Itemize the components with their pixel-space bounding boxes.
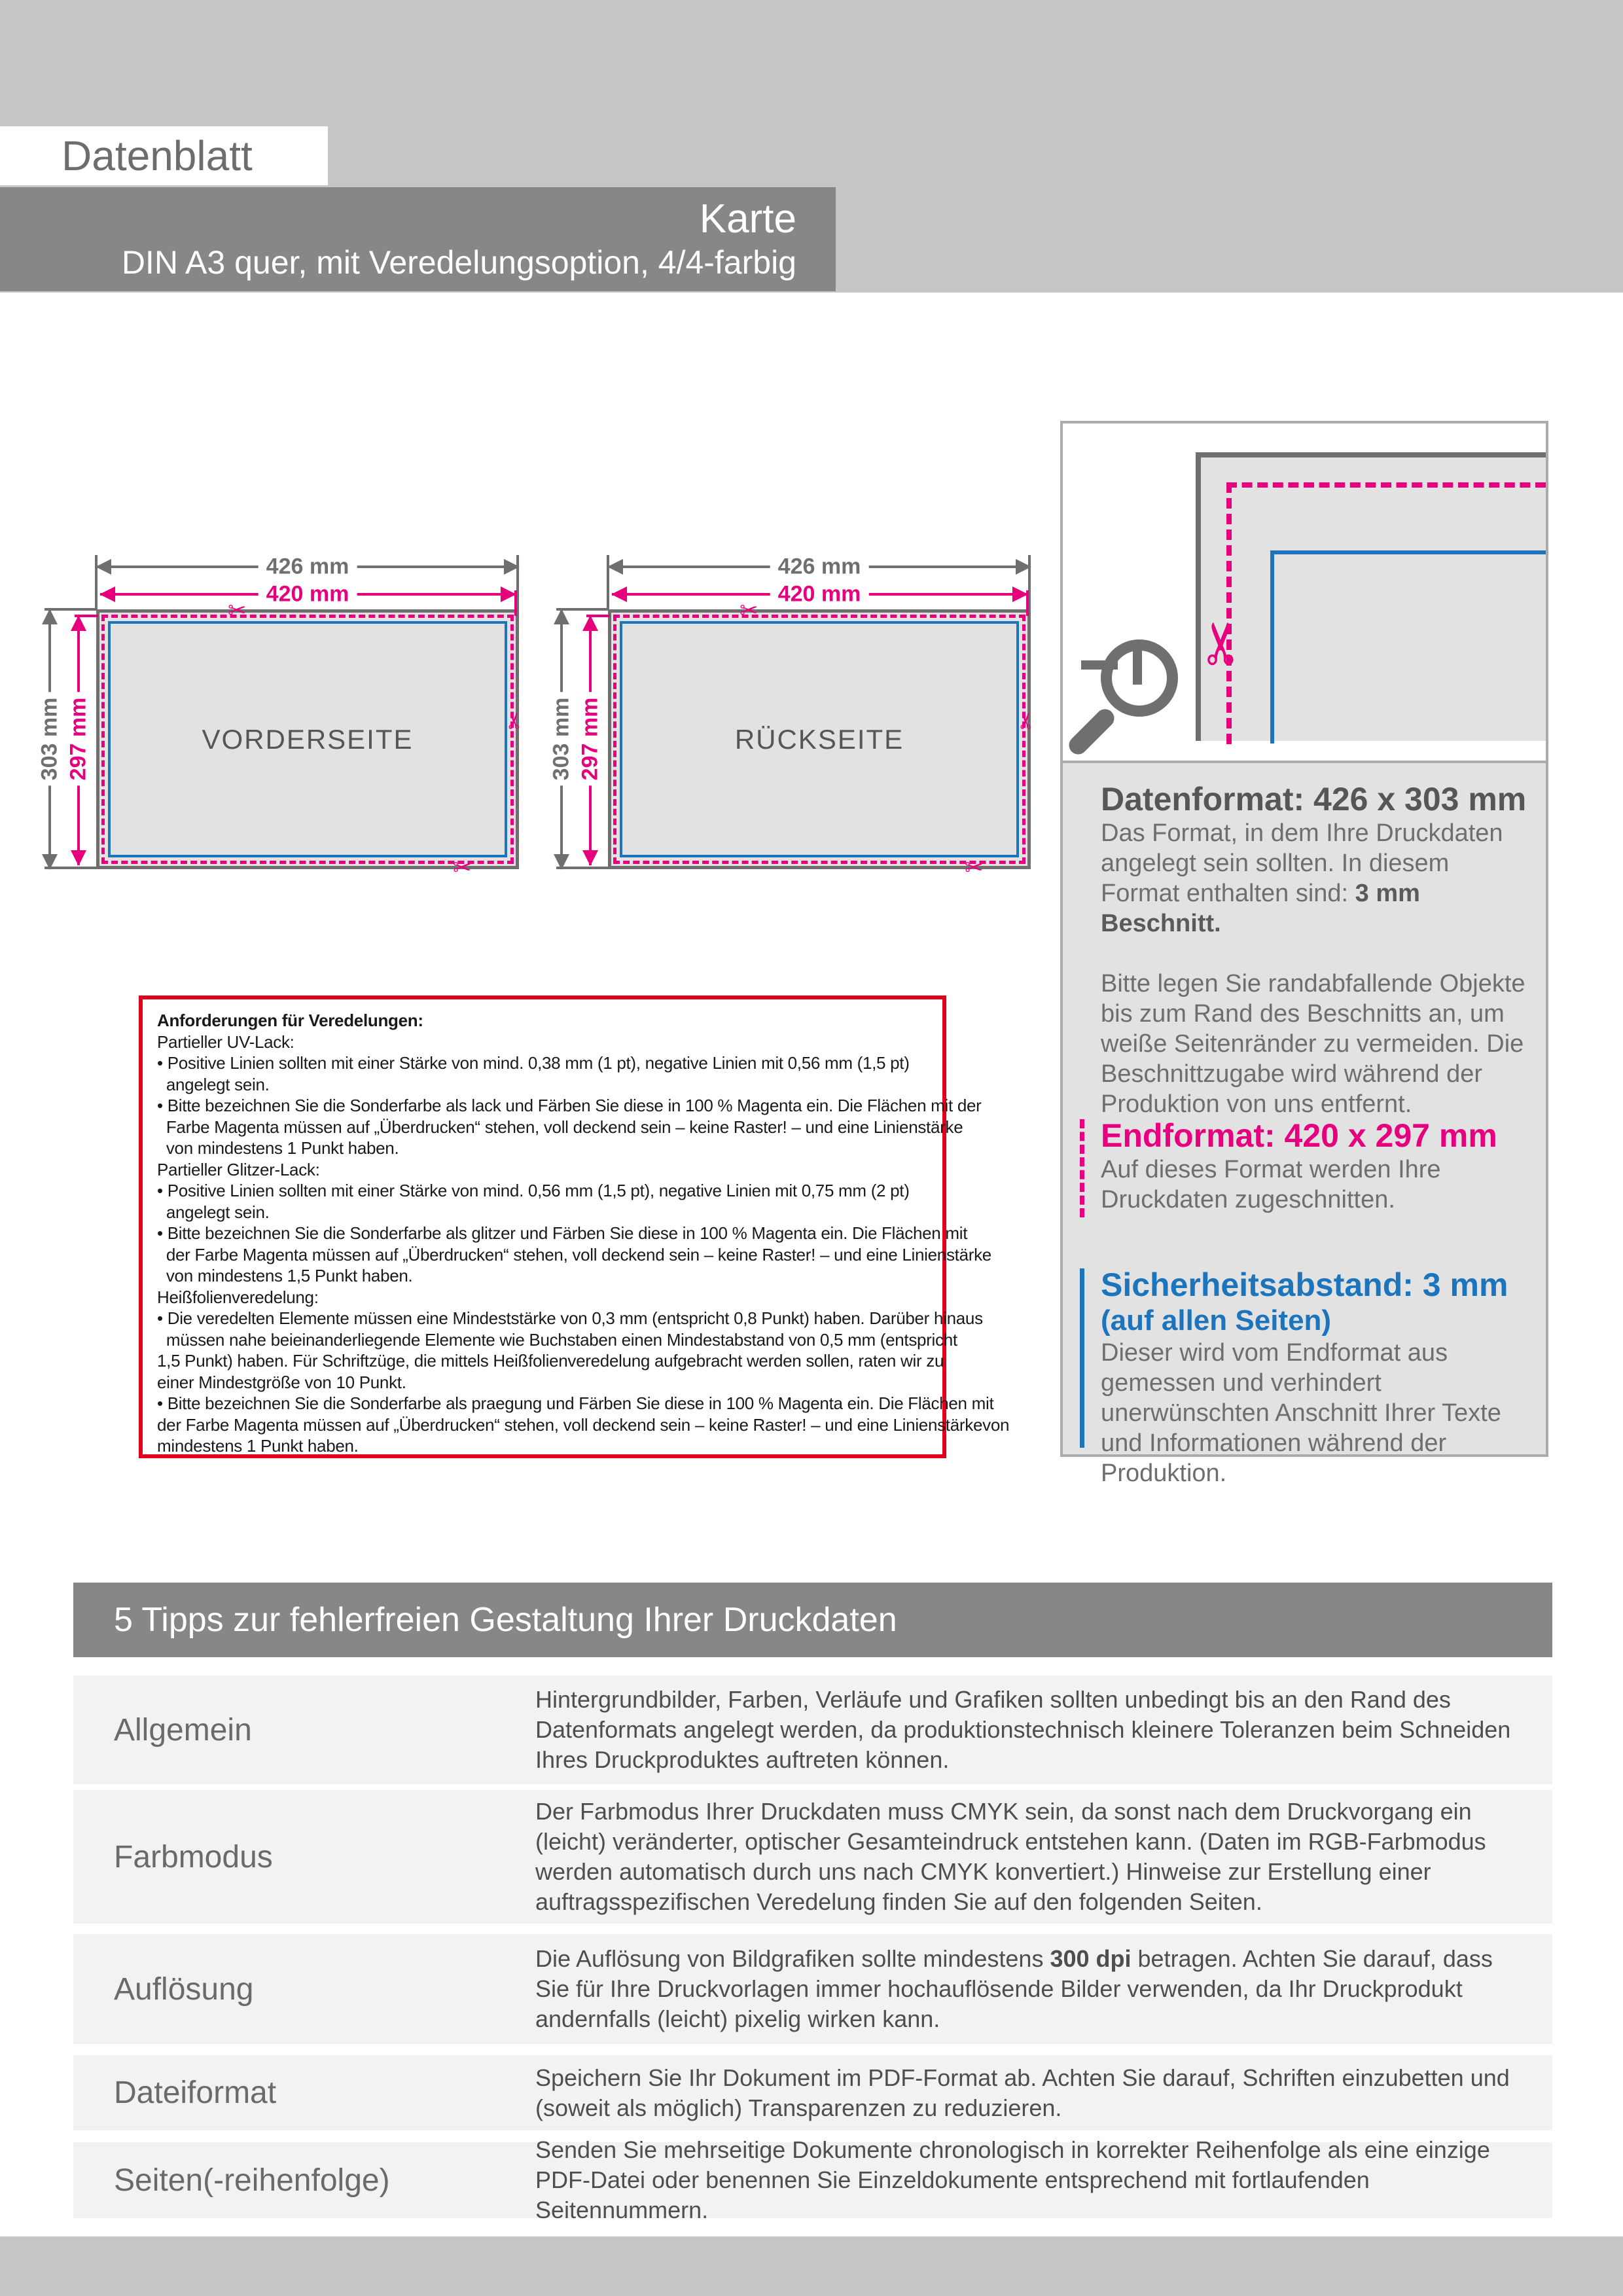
finishing-requirements-box <box>139 996 1010 1458</box>
zoom-plus-icon <box>1081 660 1118 670</box>
extension-line <box>45 608 96 611</box>
extension-line <box>75 615 98 617</box>
datenformat-body <box>1101 818 1533 939</box>
scissors-icon: ✂ <box>228 598 247 623</box>
tip-body: Speichern Sie Ihr Dokument im PDF-Format ab. Achten Sie darauf, Schriften einzubetten und (soweit als möglich) Transparenzen zu reduzieren. <box>535 2064 1510 2121</box>
product-name: Karte <box>699 196 796 242</box>
tip-body: Senden Sie mehrseitige Dokumente chronologisch in korrekter Reihenfolge als eine einzige PDF-Datei oder benennen Sie Einzeldokumente entsprechend mit fortlaufenden Seitennummern. <box>535 2136 1490 2223</box>
tip-body-text: betragen. Achten Sie darauf, dass Sie für Ihre Druckvorlagen immer hochauflösende Bilder verwenden, da Ihr Druckprodukt andernfalls (leicht) pixelig wirken kann. <box>535 1945 1493 2032</box>
footer-background <box>0 2236 1623 2296</box>
back-width-trim-label: 420 mm <box>770 581 869 609</box>
endformat-body: Auf dieses Format werden Ihre Druckdaten zugeschnitten. <box>1101 1156 1441 1213</box>
requirements-line: • Die veredelten Elemente müssen eine Mindeststärke von 0,3 mm (entspricht 0,8 Punkt) haben. Darüber hinaus <box>157 1308 983 1328</box>
sicherheitsabstand-subtitle: (auf allen Seiten) <box>1101 1304 1332 1336</box>
page-title-box <box>0 126 328 185</box>
requirements-line: Partieller UV-Lack: <box>157 1031 294 1052</box>
scissors-icon: ✂ <box>740 598 758 623</box>
datenformat-body-2: Bitte legen Sie randabfallende Objekte bis zum Rand des Beschnitts an, um weiße Seitenränder zu vermeiden. Die Beschnittzugabe wird während der Produktion von uns entfernt. <box>1101 970 1525 1118</box>
requirements-line: einer Mindestgröße von 10 Punkt. <box>157 1372 406 1392</box>
sicherheitsabstand-title: Sicherheitsabstand: 3 mm <box>1101 1266 1508 1303</box>
requirements-line: Partieller Glitzer-Lack: <box>157 1159 320 1179</box>
dpi-bold: 300 dpi <box>1050 1945 1132 1972</box>
tip-row-farbmodus <box>73 1790 1552 1924</box>
scissors-icon: ✂ <box>1188 619 1254 668</box>
requirements-line: • Bitte bezeichnen Sie die Sonderfarbe als glitzer und Färben Sie diese in 100 % Magenta ein. Die Flächen mit <box>157 1223 968 1243</box>
page-title: Datenblatt <box>62 132 253 179</box>
tip-label: Seiten(-reihenfolge) <box>114 2162 390 2198</box>
extension-line <box>1026 590 1029 616</box>
tip-label: Allgemein <box>114 1712 252 1748</box>
requirements-line: • Positive Linien sollten mit einer Stärke von mind. 0,56 mm (1,5 pt), negative Linien mit 0,75 mm (2 pt) <box>157 1181 910 1200</box>
front-width-outer-label: 426 mm <box>259 553 357 581</box>
tips-title: 5 Tipps zur fehlerfreien Gestaltung Ihrer Druckdaten <box>114 1601 897 1639</box>
datenformat-body-text: Das Format, in dem Ihre Druckdaten angelegt sein sollten. In diesem Format enthalten sind: <box>1101 819 1503 907</box>
requirements-line: der Farbe Magenta müssen auf „Überdrucken“ stehen, voll deckend sein – keine Raster! – und eine Linienstärke <box>157 1244 991 1265</box>
requirements-line: • Positive Linien sollten mit einer Stärke von mind. 0,38 mm (1 pt), negative Linien mit 0,56 mm (1,5 pt) <box>157 1053 910 1073</box>
extension-line <box>45 867 96 869</box>
extension-line <box>586 615 610 617</box>
tip-body-text: Die Auflösung von Bildgrafiken sollte mindestens <box>535 1945 1050 1972</box>
requirements-line: Heißfolienveredelung: <box>157 1287 319 1307</box>
tip-body: Der Farbmodus Ihrer Druckdaten muss CMYK sein, da sonst nach dem Druckvorgang ein (leicht) veränderter, optischer Gesamteindruck entstehen kann. (Daten im RGB-Farbmodus werden automatisch durch uns nach CMYK konvertiert.) Hinweise zur Erstellung einer auftragsspezifischen Veredelung finden Sie auf den folgenden Seiten. <box>535 1798 1486 1915</box>
requirements-line: müssen nahe beieinanderliegende Elemente wie Buchstaben einen Mindestabstand von 0,5 mm (entspricht <box>157 1329 957 1350</box>
front-height-trim-label: 297 mm <box>65 692 93 786</box>
scissors-icon: ✂ <box>1013 711 1039 730</box>
front-page-label: VORDERSEITE <box>202 723 414 755</box>
product-title-band <box>0 187 836 291</box>
back-page-preview <box>608 598 1039 880</box>
sicherheitsabstand-block <box>1101 1266 1533 1488</box>
endformat-block <box>1101 1117 1533 1215</box>
bleed-zoom-illustration <box>1063 423 1546 763</box>
endformat-title: Endformat: 420 x 297 mm <box>1101 1117 1497 1154</box>
trim-line <box>1226 482 1232 744</box>
requirements-line: angelegt sein. <box>157 1202 270 1222</box>
extension-line <box>514 590 517 616</box>
trim-line <box>1226 482 1546 488</box>
requirements-title: Anforderungen für Veredelungen: <box>157 1011 423 1030</box>
sicherheitsabstand-body: Dieser wird vom Endformat aus gemessen und verhindert unerwünschten Anschnitt Ihrer Texte und Informationen während der Produktion. <box>1101 1339 1501 1487</box>
datenformat-block <box>1101 780 1533 1119</box>
format-info-panel <box>1060 421 1548 1487</box>
requirements-line: von mindestens 1 Punkt haben. <box>157 1138 399 1158</box>
back-height-trim-label: 297 mm <box>577 692 605 786</box>
scissors-icon: ✂ <box>453 855 472 880</box>
requirements-line: 1,5 Punkt) haben. Für Schriftzüge, die mittels Heißfolienveredelung aufgebracht werden sollen, raten wir zu <box>157 1351 944 1371</box>
requirements-line: mindestens 1 Punkt haben. <box>157 1436 359 1456</box>
zoom-plus-icon <box>1133 648 1142 685</box>
safety-line <box>1270 550 1546 554</box>
dataformat-edge-line <box>1196 452 1201 741</box>
scissors-icon: ✂ <box>965 855 984 880</box>
back-height-outer-label: 303 mm <box>548 692 576 786</box>
dataformat-edge-line <box>1196 452 1546 457</box>
extension-line <box>607 555 609 609</box>
extension-line <box>556 608 608 611</box>
scissors-icon: ✂ <box>501 711 527 730</box>
extension-line <box>556 867 608 869</box>
requirements-line: • Bitte bezeichnen Sie die Sonderfarbe als lack und Färben Sie diese in 100 % Magenta ein. Die Flächen mit der <box>157 1096 982 1115</box>
requirements-line: von mindestens 1,5 Punkt haben. <box>157 1266 413 1285</box>
extension-line <box>95 555 98 609</box>
tip-row-allgemein <box>73 1676 1552 1784</box>
front-width-trim-label: 420 mm <box>259 581 357 609</box>
endformat-marker-line <box>1080 1119 1084 1217</box>
back-page-label: RÜCKSEITE <box>734 723 904 755</box>
tip-row-dateiformat <box>73 2055 1552 2130</box>
tips-section-header <box>73 1583 1552 1657</box>
back-width-outer-label: 426 mm <box>770 553 869 581</box>
tip-label: Dateiformat <box>114 2075 277 2110</box>
front-page-preview <box>96 598 527 880</box>
tip-body: Hintergrundbilder, Farben, Verläufe und Grafiken sollten unbedingt bis an den Rand des Datenformats angelegt werden, da produktionstechnisch kleinere Toleranzen beim Schneiden Ihres Druckproduktes auftreten können. <box>535 1686 1511 1773</box>
magnifier-handle <box>1065 706 1118 759</box>
tip-row-seitenreihenfolge <box>73 2136 1552 2223</box>
tip-row-aufloesung <box>73 1934 1552 2044</box>
beschnitt-bold: 3 mm Beschnitt. <box>1101 880 1420 937</box>
front-height-outer-label: 303 mm <box>36 692 64 786</box>
safety-marker-line <box>1080 1268 1084 1448</box>
product-subtitle: DIN A3 quer, mit Veredelungsoption, 4/4-farbig <box>121 243 796 281</box>
datenformat-title: Datenformat: 426 x 303 mm <box>1101 781 1527 817</box>
tip-body <box>535 1944 1530 2034</box>
requirements-line: • Bitte bezeichnen Sie die Sonderfarbe als praegung und Färben Sie diese in 100 % Magenta ein. Die Flächen mit <box>157 1393 994 1413</box>
tip-label: Farbmodus <box>114 1839 273 1874</box>
requirements-line: Farbe Magenta müssen auf „Überdrucken“ stehen, voll deckend sein – keine Raster! – und eine Linienstärke <box>157 1117 963 1137</box>
requirements-line: der Farbe Magenta müssen auf „Überdrucken“ stehen, voll deckend sein – keine Raster! – und eine Linienstärkevon <box>157 1414 1010 1435</box>
requirements-line: angelegt sein. <box>157 1074 270 1094</box>
safety-line <box>1270 550 1274 744</box>
page-corner-fill <box>1199 455 1546 741</box>
tip-label: Auflösung <box>114 1971 254 2007</box>
